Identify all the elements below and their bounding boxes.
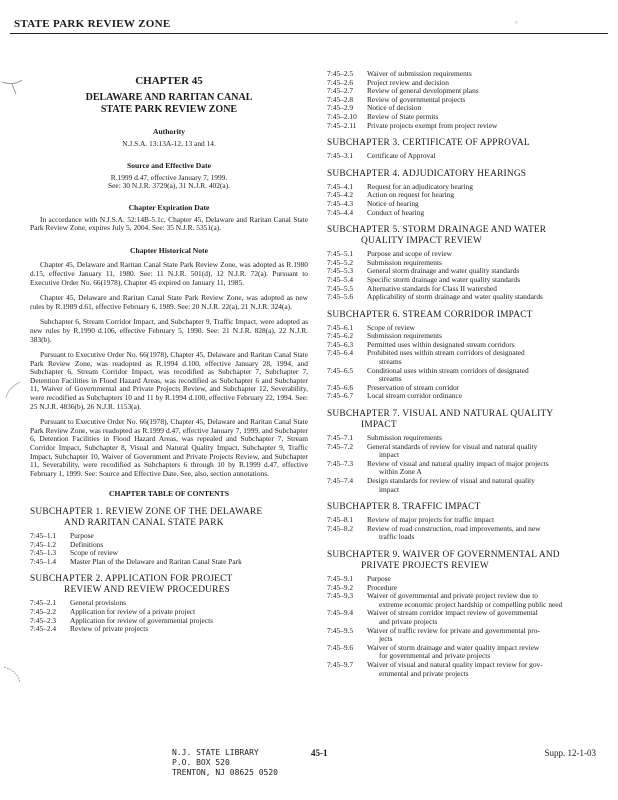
source-heading: Source and Effective Date	[126, 161, 211, 171]
toc-item[interactable]: 7:45–2.8 Review of governmental projects	[327, 94, 466, 104]
subchapter-heading: SUBCHAPTER 1. REVIEW ZONE OF THE DELAWARE AND RARITAN CANAL STATE PARK	[30, 507, 263, 528]
chapter-number: CHAPTER 45	[135, 75, 203, 87]
library-stamp	[172, 748, 278, 778]
toc-item[interactable]: 7:45–2.10 Review of State permits	[327, 111, 439, 121]
punch-hole-mark-3	[0, 665, 26, 685]
toc-item[interactable]: 7:45–2.7 Review of general development plans	[327, 86, 479, 96]
history-paragraph: Subchapter 6, Stream Corridor Impact, and Subchapter 9, Traffic Impact, were adopted as new rules by R.1990 d.106, effective February 5, 1990. See: 21 N.J.R. 828(a), 22 N.J.R. 383(b).	[30, 317, 308, 344]
source-line1: R.1999 d.47, effective January 7, 1999.	[110, 172, 228, 182]
source-line2: See: 30 N.J.R. 3729(a), 31 N.J.R. 402(a).	[108, 181, 230, 191]
toc-item[interactable]: 7:45–2.1 General provisions	[30, 598, 127, 608]
toc-item[interactable]: 7:45–1.2 Definitions	[30, 539, 104, 549]
toc-item[interactable]: 7:45–2.6 Project review and decision	[327, 77, 449, 87]
scan-dot: ○	[514, 20, 518, 26]
history-paragraph: Chapter 45, Delaware and Raritan Canal State Park Review Zone, was adopted as new rules by R.1989 d.61, effective February 6, 1989. See: 20 N.J.R. 22(a), 21 N.J.R. 324(a).	[30, 293, 308, 311]
toc-item[interactable]: 7:45–4.3 Notice of hearing	[327, 198, 419, 208]
continued-toc-list	[327, 70, 603, 130]
history-heading: Chapter Historical Note	[130, 245, 208, 255]
toc-item[interactable]: 7:45–5.3 General storm drainage and water quality standards	[327, 266, 520, 276]
toc-item[interactable]: 7:45–9.6 Waiver of storm drainage and water quality impact review for governmental and private projects	[327, 642, 540, 661]
toc-item[interactable]: 7:45–3.1 Certificate of Approval	[327, 151, 436, 161]
toc-item[interactable]: 7:45–2.2 Application for review of a private project	[30, 606, 196, 616]
toc-item[interactable]: 7:45–9.4 Waiver of stream corridor impact review of governmental and private projects	[327, 608, 538, 626]
toc-item[interactable]: 7:45–8.2 Review of road construction, road improvements, and new traffic loads	[327, 523, 541, 542]
toc-item[interactable]: 7:45–5.5 Alternative standards for Class II watershed	[327, 283, 497, 293]
toc-item[interactable]: 7:45–5.6 Applicability of storm drainage and water quality standards	[327, 292, 543, 302]
expiration-text: In accordance with N.J.S.A. 52:14B-5.1c, Chapter 45, Delaware and Raritan Canal State Park Review Zone, expires July 5, 2004. See: 35 N.J.R. 5351(a).	[30, 214, 308, 233]
running-header: STATE PARK REVIEW ZONE	[14, 18, 171, 30]
toc-item[interactable]: 7:45–8.1 Review of major projects for traffic impact	[327, 515, 495, 525]
toc-item[interactable]: 7:45–9.1 Purpose	[327, 573, 391, 583]
toc-item[interactable]: 7:45–9.2 Procedure	[327, 582, 397, 592]
stamp-line: TRENTON, NJ 08625 0520	[172, 768, 278, 777]
subchapter-heading: SUBCHAPTER 7. VISUAL AND NATURAL QUALITY IMPACT	[327, 409, 554, 431]
stamp-line: N.J. STATE LIBRARY	[172, 748, 259, 757]
subchapter-heading: SUBCHAPTER 6. STREAM CORRIDOR IMPACT	[327, 309, 533, 320]
authority-heading: Authority	[152, 127, 186, 136]
subchapter-heading: SUBCHAPTER 2. APPLICATION FOR PROJECT REVIEW AND REVIEW PROCEDURES	[30, 574, 233, 596]
chapter-title-line2: STATE PARK REVIEW ZONE	[100, 104, 238, 115]
subchapter-heading: SUBCHAPTER 4. ADJUDICATORY HEARINGS	[327, 168, 527, 179]
stamp-line: P.O. BOX 520	[172, 758, 230, 767]
toc-item[interactable]: 7:45–9.7 Waiver of visual and natural quality impact review for gov- ernmental and private projects	[327, 659, 543, 678]
toc-item[interactable]: 7:45–4.4 Conduct of hearing	[327, 207, 425, 217]
toc-item[interactable]: 7:45–6.5 Conditional uses within stream corridors of designated streams	[327, 365, 529, 384]
page-number: 45-1	[311, 748, 328, 758]
toc-item[interactable]: 7:45–1.1 Purpose	[30, 531, 94, 540]
toc-item[interactable]: 7:45–2.4 Review of private projects	[30, 624, 149, 634]
toc-item[interactable]: 7:45–2.9 Notice of decision	[327, 103, 422, 113]
toc-item[interactable]: 7:45–4.2 Action on request for hearing	[327, 190, 455, 200]
toc-item[interactable]: 7:45–6.7 Local stream corridor ordinance	[327, 391, 463, 401]
chapter-title-line1: DELAWARE AND RARITAN CANAL	[85, 92, 253, 103]
toc-item[interactable]: 7:45–1.4 Master Plan of the Delaware and Raritan Canal State Park	[30, 556, 242, 566]
toc-item[interactable]: 7:45–5.2 Submission requirements	[327, 257, 442, 267]
punch-hole-mark-1	[0, 78, 26, 98]
punch-hole-mark-2	[0, 380, 26, 400]
toc-item[interactable]: 7:45–7.2 General standards of review for visual and natural quality impact	[327, 441, 538, 460]
right-subchapters	[327, 138, 603, 678]
toc-item[interactable]: 7:45–6.2 Submission requirements	[327, 331, 442, 341]
toc-item[interactable]: 7:45–1.3 Scope of review	[30, 548, 119, 558]
toc-item[interactable]: 7:45–4.1 Request for an adjudicatory hearing	[327, 181, 473, 191]
history-paragraph: Chapter 45, Delaware and Raritan Canal State Park Review Zone, was adopted as R.1980 d.15, effective January 11, 1980. See: 11 N.J.R. 501(d), 12 N.J.R. 72(a). Pursuant to Executive Order No. 66(1978), Chapter 45 expired on January 11, 1985.	[30, 260, 308, 287]
toc-item[interactable]: 7:45–7.3 Review of visual and natural quality impact of major projects within Zone A	[327, 458, 549, 477]
toc-item[interactable]: 7:45–6.1 Scope of review	[327, 322, 416, 332]
header-rule	[10, 33, 608, 34]
toc-heading: CHAPTER TABLE OF CONTENTS	[109, 489, 229, 499]
expiration-heading: Chapter Expiration Date	[128, 202, 210, 212]
left-column	[30, 70, 308, 634]
toc-item[interactable]: 7:45–2.11 Private projects exempt from project review	[327, 120, 498, 130]
toc-item[interactable]: 7:45–5.4 Specific storm drainage and water quality standards	[327, 274, 521, 284]
toc-item[interactable]: 7:45–7.4 Design standards for review of visual and natural quality impact	[327, 476, 535, 494]
history-paragraph: Pursuant to Executive Order No. 66(1978), Chapter 45, Delaware and Raritan Canal State Park Review Zone, was readopted as R.1999 d.47, effective January 7, 1999, and Subchapter 6, Detention Facilities in Flood Hazard Areas, was repealed and Subchapter 7, Stream Corridor Impact, Subchapter 8, Visual and Natural Quality Impact, Subchapter 9, Traffic Impact, Subchapter 10, Waiver of Government and Private Projects Review, and Subchapter 11, Severability, were recodified as Subchapters 6 through 10 by R.1999 d.47, effective February 1, 1999. See: Source and Effective Date. See, also, section annotations.	[30, 417, 308, 478]
toc-item[interactable]: 7:45–2.5 Waiver of submission requirements	[327, 69, 472, 78]
toc-item[interactable]: 7:45–6.3 Permitted uses within designated stream corridors	[327, 339, 515, 349]
toc-item[interactable]: 7:45–9.3 Waiver of governmental and private project review due to extreme economic project hardship or compelling public need	[327, 591, 563, 609]
history-paragraph: Pursuant to Executive Order No. 66(1978), Chapter 45, Delaware and Raritan Canal State Park Review Zone, was readopted as R.1994 d.100, effective January 28, 1994, and Subchapter 6, Stream Corridor Impact, was recodified as Subchapter 7, Subchapter 7, Detention Facilities in Flood Hazard Areas, was recodified as Subchapter 6 and Subchapter 11, Waiver of Governmental and Private Projects Review, and Subchapter 12, Severability, were recodified as Subchapters 10 and 11 by R.1994 d.100, effective February 22, 1994. See: 25 N.J.R. 4836(b), 26 N.J.R. 1153(a).	[30, 350, 308, 411]
toc-item[interactable]: 7:45–2.3 Application for review of governmental projects	[30, 615, 214, 625]
toc-item[interactable]: 7:45–6.4 Prohibited uses within stream corridors of designated streams	[327, 348, 525, 367]
toc-item[interactable]: 7:45–9.5 Waiver of traffic review for private and governmental pro- jects	[327, 625, 540, 644]
toc-item[interactable]: 7:45–7.1 Submission requirements	[327, 433, 442, 443]
supplement-date: Supp. 12-1-03	[544, 748, 596, 758]
subchapter-heading: SUBCHAPTER 3. CERTIFICATE OF APPROVAL	[327, 138, 530, 149]
subchapter-heading: SUBCHAPTER 9. WAIVER OF GOVERNMENTAL AND PRIVATE PROJECTS REVIEW	[327, 549, 560, 571]
toc-item[interactable]: 7:45–5.1 Purpose and scope of review	[327, 249, 452, 259]
toc-item[interactable]: 7:45–6.6 Preservation of stream corridor	[327, 382, 460, 392]
right-column	[327, 70, 603, 678]
authority-text: N.J.S.A. 13:13A-12, 13 and 14.	[122, 138, 216, 148]
subchapter-heading: SUBCHAPTER 8. TRAFFIC IMPACT	[327, 502, 481, 513]
subchapter-heading: SUBCHAPTER 5. STORM DRAINAGE AND WATER QUALITY IMPACT REVIEW	[327, 225, 547, 247]
